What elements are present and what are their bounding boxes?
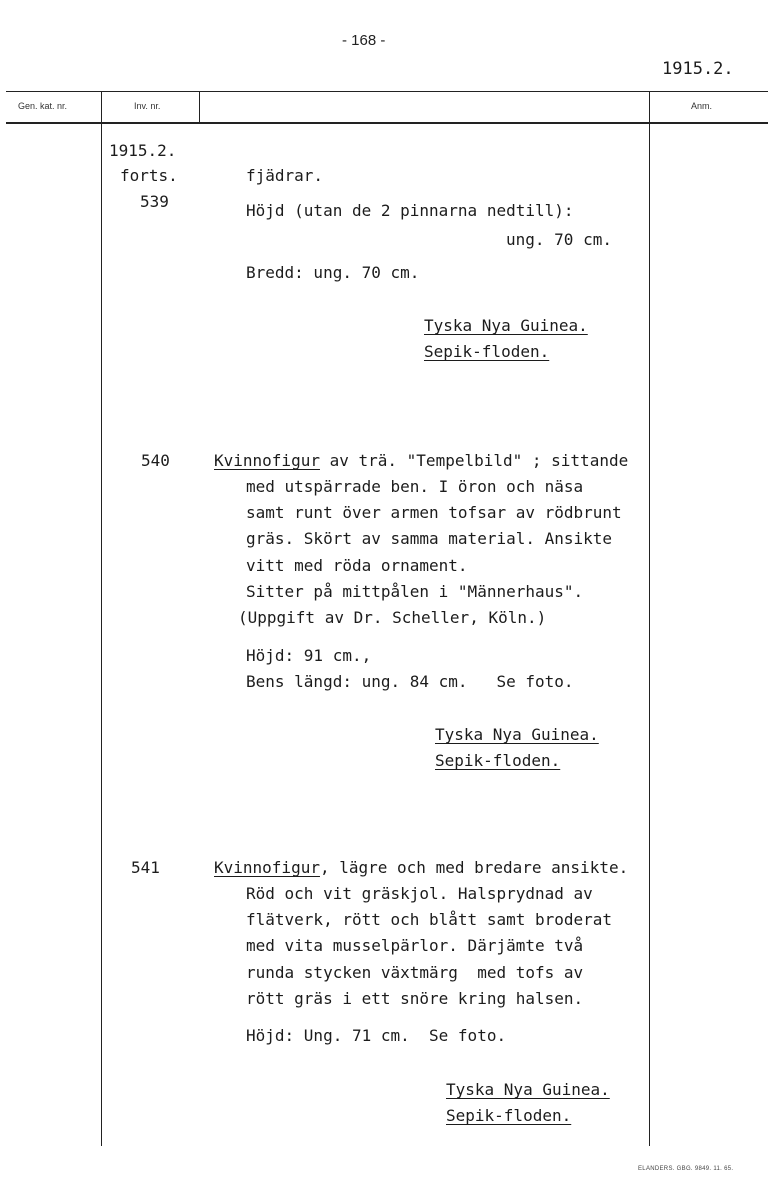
entry-540-text-line: med utspärrade ben. I öron och näsa	[246, 477, 584, 496]
inv-number-539-line-2: forts.	[120, 166, 178, 185]
entry-541-first-line-rest: , lägre och med bredare ansikte.	[319, 858, 629, 877]
header-bottom-rule	[6, 122, 768, 124]
entry-541-text-line: Höjd: Ung. 71 cm. Se foto.	[246, 1026, 507, 1045]
entry-540-text-line: samt runt över armen tofsar av rödbrunt	[246, 503, 622, 522]
catalog-id: 1915.2.	[662, 59, 734, 79]
entry-540-title: Kvinnofigur	[214, 451, 320, 470]
column-header-gen-kat: Gen. kat. nr.	[18, 101, 68, 111]
entry-540-location-river: Sepik-floden.	[435, 751, 561, 770]
entry-540-text-line: vitt med röda ornament.	[246, 556, 468, 575]
entry-540-text-line: (Uppgift av Dr. Scheller, Köln.)	[238, 608, 547, 627]
inv-number-539-line-3: 539	[140, 192, 169, 211]
entry-541-text-line: runda stycken växtmärg med tofs av	[246, 963, 584, 982]
entry-539-location-river: Sepik-floden.	[424, 342, 550, 361]
inv-number-540: 540	[141, 451, 170, 470]
entry-541-location-river: Sepik-floden.	[446, 1106, 572, 1125]
column-divider-2	[199, 91, 200, 124]
entry-540-first-line	[214, 448, 628, 474]
entry-540-text-line: Bens längd: ung. 84 cm. Se foto.	[246, 672, 574, 691]
entry-539-text-line: fjädrar.	[246, 166, 324, 185]
entry-540-text-line: gräs. Skört av samma material. Ansikte	[246, 529, 613, 548]
entry-541-text-line: flätverk, rött och blått samt broderat	[246, 910, 613, 929]
printer-mark: ELANDERS. GBG. 9849. 11. 65.	[638, 1166, 734, 1172]
column-divider-3	[649, 91, 650, 1146]
inv-number-539-line-1: 1915.2.	[109, 141, 177, 160]
entry-539-text-line: Bredd: ung. 70 cm.	[246, 263, 420, 282]
page-number: - 168 -	[342, 32, 386, 49]
entry-541-text-line: rött gräs i ett snöre kring halsen.	[246, 989, 584, 1008]
entry-541-text-line: Röd och vit gräskjol. Halsprydnad av	[246, 884, 593, 903]
inv-number-541: 541	[131, 858, 160, 877]
entry-541-location-country: Tyska Nya Guinea.	[446, 1080, 610, 1099]
entry-539-text-line: Höjd (utan de 2 pinnarna nedtill):	[246, 201, 574, 220]
entry-541-text-line: med vita musselpärlor. Därjämte två	[246, 936, 584, 955]
column-header-anm: Anm.	[691, 101, 713, 111]
entry-541-title: Kvinnofigur	[214, 858, 320, 877]
entry-539-location-country: Tyska Nya Guinea.	[424, 316, 588, 335]
column-header-inv: Inv. nr.	[134, 101, 161, 111]
header-top-rule	[6, 91, 768, 92]
column-divider-1	[101, 91, 102, 1146]
entry-540-text-line: Sitter på mittpålen i "Männerhaus".	[246, 582, 584, 601]
entry-539-text-line: ung. 70 cm.	[506, 230, 612, 249]
entry-540-location-country: Tyska Nya Guinea.	[435, 725, 599, 744]
entry-540-text-line: Höjd: 91 cm.,	[246, 646, 372, 665]
entry-540-first-line-rest: av trä. "Tempelbild" ; sittande	[319, 451, 629, 470]
entry-541-first-line	[214, 855, 628, 881]
